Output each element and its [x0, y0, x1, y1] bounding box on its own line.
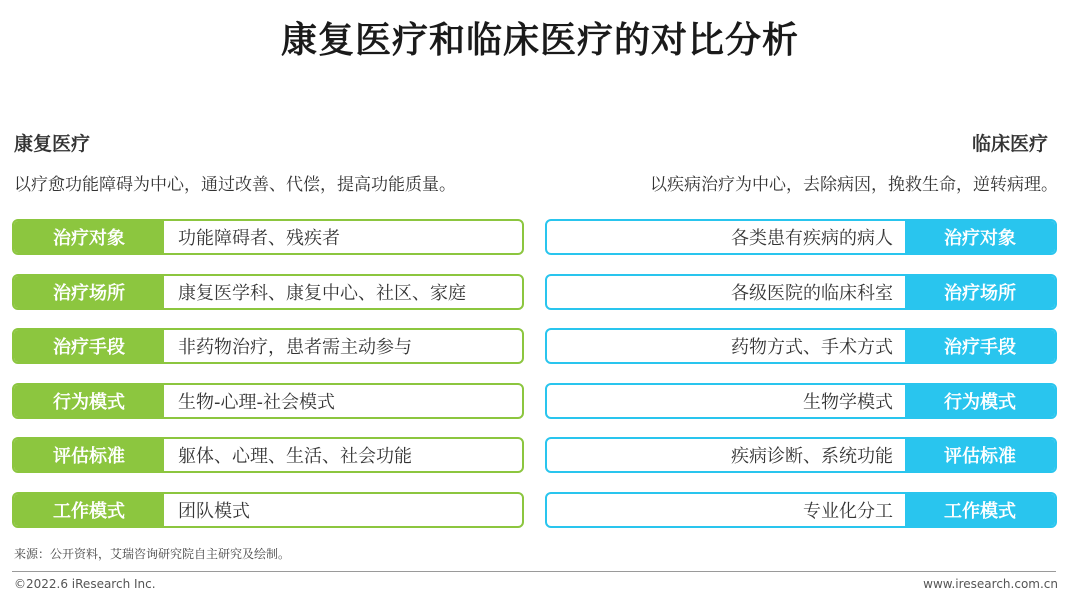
- right-row-value: 各级医院的临床科室: [731, 282, 893, 304]
- right-row: [545, 492, 1057, 528]
- left-heading: 康复医疗: [14, 133, 91, 155]
- left-row-value: 团队模式: [178, 500, 250, 522]
- right-heading: 临床医疗: [971, 133, 1048, 155]
- right-row-tag: 治疗场所: [905, 276, 1055, 308]
- right-comparison-list: [545, 219, 1057, 546]
- page-title: 康复医疗和临床医疗的对比分析: [280, 20, 799, 61]
- right-row: [545, 383, 1057, 419]
- copyright-text: ©2022.6 iResearch Inc.: [14, 577, 156, 591]
- right-row: [545, 437, 1057, 473]
- right-row-value: 专业化分工: [803, 500, 893, 522]
- website-text: www.iresearch.com.cn: [923, 577, 1058, 591]
- left-row-value: 生物-心理-社会模式: [178, 391, 335, 413]
- right-row-value: 疾病诊断、系统功能: [731, 446, 893, 467]
- right-description: 以疾病治疗为中心，去除病因，挽救生命，逆转病理。: [650, 175, 1058, 195]
- left-row-value: 躯体、心理、生活、社会功能: [178, 446, 412, 467]
- left-row: [12, 383, 524, 419]
- right-row-tag: 治疗手段: [905, 330, 1055, 362]
- right-row: [545, 328, 1057, 364]
- left-row-tag: 行为模式: [14, 385, 164, 417]
- right-row-tag: 治疗对象: [905, 221, 1055, 253]
- left-row: [12, 328, 524, 364]
- right-row-tag: 工作模式: [905, 494, 1055, 526]
- right-row: [545, 274, 1057, 310]
- right-row: [545, 219, 1057, 255]
- right-row-value: 各类患有疾病的病人: [731, 228, 893, 249]
- source-note: 来源：公开资料，艾瑞咨询研究院自主研究及绘制。: [14, 547, 291, 561]
- right-row-tag: 行为模式: [905, 385, 1055, 417]
- left-row-value: 功能障碍者、残疾者: [178, 228, 340, 249]
- left-row-tag: 治疗场所: [14, 276, 164, 308]
- right-row-tag: 评估标准: [905, 439, 1055, 471]
- right-row-value: 药物方式、手术方式: [731, 337, 893, 358]
- footer-divider: [12, 571, 1056, 572]
- left-row: [12, 437, 524, 473]
- left-row-tag: 评估标准: [14, 439, 164, 471]
- left-description: 以疗愈功能障碍为中心，通过改善、代偿，提高功能质量。: [14, 175, 456, 195]
- left-row: [12, 492, 524, 528]
- left-row-tag: 工作模式: [14, 494, 164, 526]
- left-row-tag: 治疗对象: [14, 221, 164, 253]
- left-row-value: 康复医学科、康复中心、社区、家庭: [178, 282, 466, 304]
- right-row-value: 生物学模式: [803, 391, 893, 413]
- left-row: [12, 274, 524, 310]
- left-row-tag: 治疗手段: [14, 330, 164, 362]
- left-row: [12, 219, 524, 255]
- left-row-value: 非药物治疗，患者需主动参与: [178, 337, 412, 358]
- left-comparison-list: [12, 219, 524, 546]
